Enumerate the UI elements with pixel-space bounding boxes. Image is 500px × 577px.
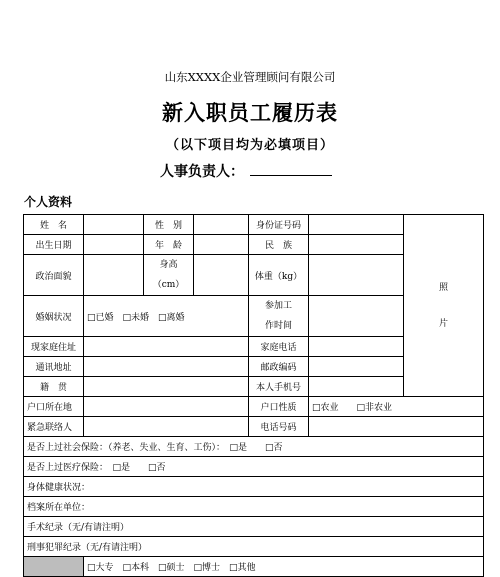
mobile-label: 本人手机号 [249, 377, 309, 397]
table-row [24, 557, 484, 577]
age-field[interactable] [194, 235, 249, 255]
political-status-label: 政治面貌 [24, 255, 84, 296]
photo-label-2: 片 [438, 318, 448, 329]
social-insurance-row[interactable]: 是否上过社会保险：（养老、失业、生育、工伤）： □是 □否 [24, 437, 484, 457]
height-label [144, 255, 194, 296]
gender-field[interactable] [194, 215, 249, 235]
native-place-label: 籍 贯 [24, 377, 84, 397]
table-row [24, 537, 484, 557]
weight-label: 体重（kg） [249, 255, 309, 296]
id-number-field[interactable] [309, 215, 404, 235]
id-number-label: 身份证号码 [249, 215, 309, 235]
emergency-contact-label: 紧急联络人 [24, 417, 84, 437]
hukou-location-label: 户口所在地 [24, 397, 84, 417]
age-label: 年 龄 [144, 235, 194, 255]
name-label: 姓 名 [24, 215, 84, 235]
medical-insurance-row[interactable]: 是否上过医疗保险： □是 □否 [24, 457, 484, 477]
table-row [24, 215, 484, 235]
phone-field[interactable] [309, 417, 484, 437]
company-name: 山东XXXX企业管理顾问有限公司 [164, 70, 336, 84]
work-date-label [249, 296, 309, 337]
marital-status-options[interactable]: □已婚 □未婚 □离婚 [84, 296, 249, 337]
criminal-record-row[interactable]: 刑事犯罪纪录（无/有请注明） [24, 537, 484, 557]
table-row [24, 517, 484, 537]
postal-code-label: 邮政编码 [249, 357, 309, 377]
mailing-address-field[interactable] [84, 357, 249, 377]
archive-row[interactable]: 档案所在单位： [24, 497, 484, 517]
surgery-row[interactable]: 手术纪录（无/有请注明） [24, 517, 484, 537]
ethnicity-field[interactable] [309, 235, 404, 255]
ethnicity-label: 民 族 [249, 235, 309, 255]
education-label-cell [24, 557, 84, 577]
native-place-field[interactable] [84, 377, 249, 397]
birth-date-field[interactable] [84, 235, 144, 255]
table-row [24, 477, 484, 497]
hr-signature-blank[interactable] [250, 161, 332, 176]
gender-label: 性 别 [144, 215, 194, 235]
name-field[interactable] [84, 215, 144, 235]
hukou-type-options[interactable]: □农业 □非农业 [309, 397, 484, 417]
hukou-type-label: 户口性质 [249, 397, 309, 417]
emergency-contact-field[interactable] [84, 417, 249, 437]
work-date-label-2: 作时间 [264, 321, 292, 331]
hr-signature-line [160, 161, 332, 181]
health-row[interactable]: 身体健康状况： [24, 477, 484, 497]
table-row [24, 457, 484, 477]
personal-info-table [23, 214, 484, 577]
home-phone-label: 家庭电话 [249, 337, 309, 357]
form-title: 新入职员工履历表 [162, 100, 338, 125]
hukou-location-field[interactable] [84, 397, 249, 417]
photo-label-1: 照 [438, 282, 448, 293]
height-field[interactable] [194, 255, 249, 296]
work-date-field[interactable] [309, 296, 404, 337]
photo-box[interactable] [404, 215, 484, 397]
postal-code-field[interactable] [309, 357, 404, 377]
education-options[interactable]: □大专 □本科 □硕士 □博士 □其他 [84, 557, 484, 577]
table-row [24, 417, 484, 437]
mailing-address-label: 通讯地址 [24, 357, 84, 377]
section-title: 个人资料 [24, 195, 73, 209]
political-status-field[interactable] [84, 255, 144, 296]
height-label-2: （cm） [152, 280, 185, 290]
home-phone-field[interactable] [309, 337, 404, 357]
height-label-1: 身高 [159, 260, 178, 270]
form-subtitle: （以下项目均为必填项目） [165, 138, 334, 153]
table-row [24, 437, 484, 457]
table-row [24, 397, 484, 417]
mobile-field[interactable] [309, 377, 404, 397]
table-row [24, 497, 484, 517]
phone-label: 电话号码 [249, 417, 309, 437]
birth-date-label: 出生日期 [24, 235, 84, 255]
weight-field[interactable] [309, 255, 404, 296]
current-address-label: 现家庭住址 [24, 337, 84, 357]
current-address-field[interactable] [84, 337, 249, 357]
marital-status-label: 婚姻状况 [24, 296, 84, 337]
work-date-label-1: 参加工 [264, 301, 292, 311]
hr-label: 人事负责人： [160, 164, 244, 180]
